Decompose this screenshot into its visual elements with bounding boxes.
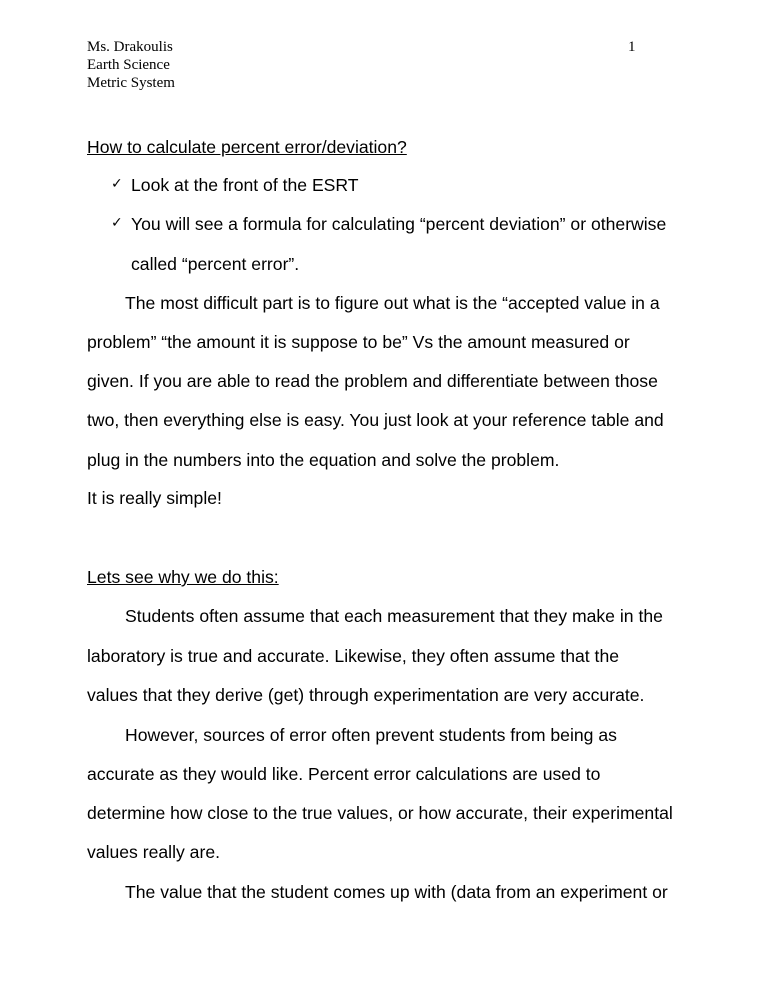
paragraph-line: The most difficult part is to figure out what is the “accepted value in a: [125, 293, 660, 313]
bullet-item-continued: called “percent error”.: [131, 254, 300, 274]
checkmark-icon: ✓: [111, 176, 123, 192]
bullet-item: Look at the front of the ESRT: [131, 175, 359, 195]
paragraph-line: plug in the numbers into the equation and solve the problem.: [87, 450, 560, 470]
page-number: 1: [628, 39, 636, 55]
paragraph-line: It is really simple!: [87, 488, 222, 508]
paragraph-line: values that they derive (get) through experimentation are very accurate.: [87, 685, 645, 705]
header-course: Earth Science: [87, 57, 170, 73]
paragraph-line: Students often assume that each measurement that they make in the: [125, 606, 663, 626]
paragraph-line: given. If you are able to read the problem and differentiate between those: [87, 371, 658, 391]
paragraph-line: problem” “the amount it is suppose to be” Vs the amount measured or: [87, 332, 630, 352]
header-author: Ms. Drakoulis: [87, 39, 173, 55]
header-unit: Metric System: [87, 75, 175, 91]
section-heading: Lets see why we do this:: [87, 567, 279, 587]
section-heading: How to calculate percent error/deviation?: [87, 137, 407, 157]
paragraph-line: determine how close to the true values, or how accurate, their experimental: [87, 803, 673, 823]
paragraph-line: values really are.: [87, 842, 220, 862]
paragraph-line: two, then everything else is easy. You just look at your reference table and: [87, 410, 664, 430]
paragraph-line: laboratory is true and accurate. Likewise, they often assume that the: [87, 646, 620, 666]
checkmark-icon: ✓: [111, 215, 123, 231]
paragraph-line: The value that the student comes up with (data from an experiment or: [125, 882, 668, 902]
paragraph-line: accurate as they would like. Percent error calculations are used to: [87, 764, 601, 784]
bullet-item: You will see a formula for calculating “percent deviation” or otherwise: [131, 214, 667, 234]
paragraph-line: However, sources of error often prevent students from being as: [125, 725, 617, 745]
